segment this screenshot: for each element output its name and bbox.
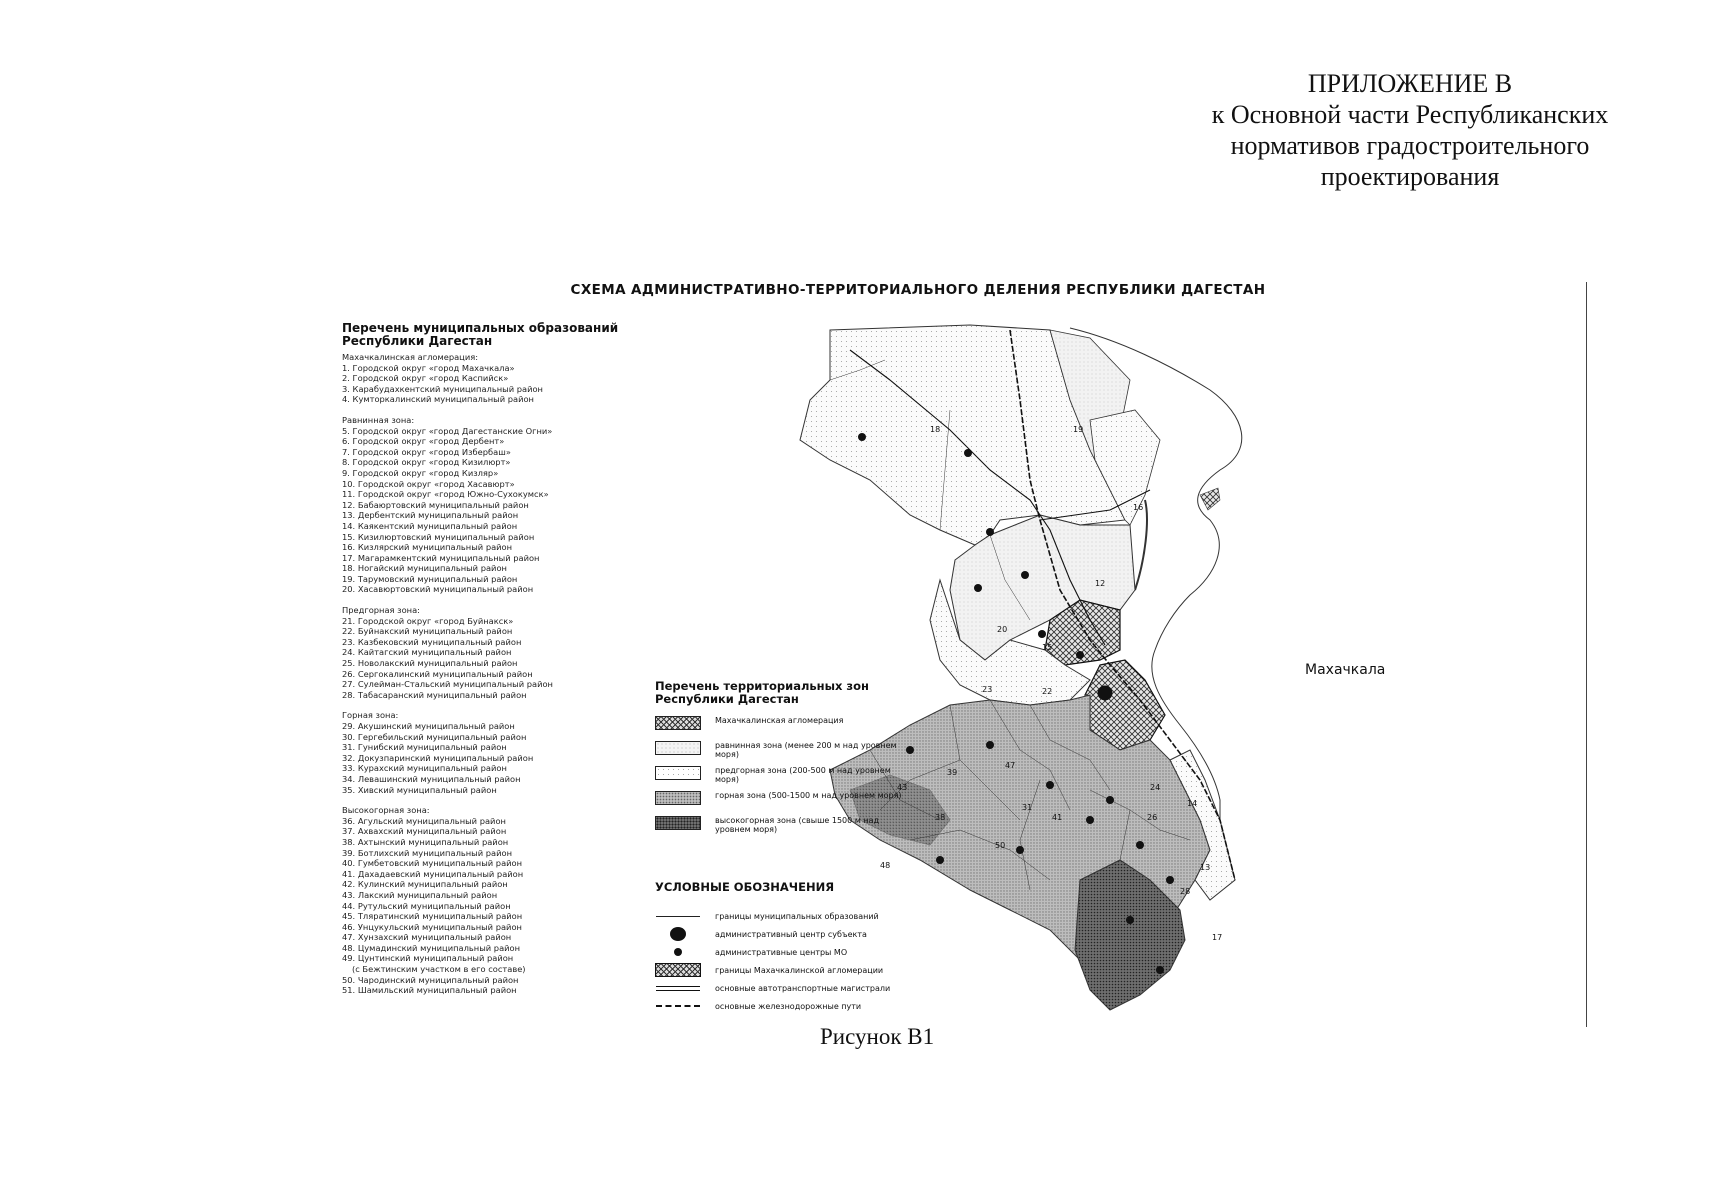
district-number: 43	[897, 783, 908, 792]
municipal-item: 40. Гумбетовский муниципальный район	[342, 858, 523, 869]
legend-row	[655, 980, 915, 996]
municipal-item: 38. Ахтынский муниципальный район	[342, 836, 509, 847]
legend-label: границы муниципальных образований	[715, 911, 879, 921]
municipal-item: 36. Агульский муниципальный район	[342, 815, 506, 826]
district-number: 17	[1212, 933, 1223, 942]
center-marker	[1038, 630, 1046, 638]
district-number: 24	[1150, 783, 1161, 792]
zone-swatch	[655, 816, 701, 830]
district-number: 39	[947, 768, 958, 777]
center-marker	[1021, 571, 1029, 579]
center-marker	[906, 746, 914, 754]
zone-label: Махачкалинская агломерация	[715, 716, 844, 725]
municipal-item: 14. Каякентский муниципальный район	[342, 520, 518, 531]
municipal-item: 3. Карабудахкентский муниципальный район	[342, 383, 543, 394]
municipal-item: 18. Ногайский муниципальный район	[342, 563, 507, 574]
municipal-item: 47. Хунзахский муниципальный район	[342, 932, 512, 943]
municipal-item: 17. Магарамкентский муниципальный район	[342, 552, 540, 563]
legend-label: административный центр субъекта	[715, 929, 867, 939]
municipal-group-name: Горная зона:	[342, 710, 399, 721]
municipal-item: 25. Новолакский муниципальный район	[342, 658, 518, 669]
municipal-item: 15. Кизилюртовский муниципальный район	[342, 531, 535, 542]
municipal-item: 44. Рутульский муниципальный район	[342, 900, 511, 911]
municipal-item: 33. Курахский муниципальный район	[342, 763, 507, 774]
district-number: 22	[1042, 687, 1053, 696]
makhachkala-label: Махачкала	[1305, 662, 1386, 678]
municipal-item: 20. Хасавюртовский муниципальный район	[342, 584, 534, 595]
municipal-item: 28. Табасаранский муниципальный район	[342, 689, 527, 700]
district-number: 14	[1187, 799, 1198, 808]
municipal-item: 12. Бабаюртовский муниципальный район	[342, 499, 529, 510]
municipal-item: 8. Городской округ «город Кизилюрт»	[342, 457, 511, 468]
municipal-item: 49. Цунтинский муниципальный район	[342, 953, 514, 964]
municipal-item: 37. Ахвахский муниципальный район	[342, 826, 507, 837]
municipal-item: 43. Лакский муниципальный район	[342, 889, 498, 900]
municipal-item: 7. Городской округ «город Избербаш»	[342, 446, 511, 457]
center-marker	[1136, 841, 1144, 849]
district-number: 50	[995, 841, 1006, 850]
municipal-item: 6. Городской округ «город Дербент»	[342, 436, 505, 447]
legend-label: основные автотранспортные магистрали	[715, 983, 891, 993]
municipal-group-name: Равнинная зона:	[342, 414, 415, 425]
municipal-item: 42. Кулинский муниципальный район	[342, 879, 508, 890]
center-marker	[1126, 916, 1134, 924]
map-title: СХЕМА АДМИНИСТРАТИВНО-ТЕРРИТОРИАЛЬНОГО ДЕЛЕНИЯ РЕСПУБЛИКИ ДАГЕСТАН	[570, 282, 1266, 298]
center-marker	[986, 741, 994, 749]
municipal-item: 13. Дербентский муниципальный район	[342, 510, 519, 521]
district-number: 19	[1073, 425, 1084, 434]
district-number: 26	[1147, 813, 1158, 822]
zone-label: равнинная зона (менее 200 м над уровнем моря)	[715, 741, 897, 759]
district-number: 47	[1005, 761, 1016, 770]
agrakhan-bay	[1200, 488, 1220, 510]
legend-label: границы Махачкалинской агломерации	[715, 965, 884, 975]
district-number: 18	[930, 425, 941, 434]
zone-row	[655, 741, 905, 766]
municipal-group	[342, 415, 642, 595]
small-dot-icon	[655, 945, 701, 959]
municipal-group	[342, 805, 642, 996]
zone-swatch	[655, 766, 701, 780]
municipal-item: 27. Сулейман-Стальский муниципальный район	[342, 679, 553, 690]
district-number: 13	[1200, 863, 1211, 872]
municipal-item: 29. Акушинский муниципальный район	[342, 721, 515, 731]
zone-row	[655, 766, 908, 792]
municipal-item: 45. Тляратинский муниципальный район	[342, 911, 523, 922]
header-line-1: ПРИЛОЖЕНИЕ В	[1307, 69, 1513, 98]
municipal-item: 23. Казбековский муниципальный район	[342, 636, 522, 647]
municipal-item: 21. Городской округ «город Буйнакск»	[342, 615, 514, 626]
municipal-item: 22. Буйнакский муниципальный район	[342, 626, 513, 637]
district-number: 48	[880, 861, 891, 870]
municipal-group-name: Предгорная зона:	[342, 605, 420, 616]
municipal-item: 50. Чародинский муниципальный район	[342, 974, 519, 985]
municipal-group-name: Махачкалинская агломерация:	[342, 352, 479, 362]
municipal-item: 51. Шамильский муниципальный район	[342, 985, 517, 996]
municipal-item: 41. Дахадаевский муниципальный район	[342, 868, 524, 879]
center-marker	[986, 528, 994, 536]
zone-row	[655, 816, 905, 841]
municipal-item: 19. Тарумовский муниципальный район	[342, 573, 518, 584]
center-marker	[936, 856, 944, 864]
zone-label: горная зона (500-1500 м над уровнем моря)	[715, 791, 902, 800]
municipal-item: 2. Городской округ «город Каспийск»	[342, 373, 509, 384]
zone-swatch	[655, 716, 701, 730]
municipal-list-title: Перечень муниципальных образований Республики Дагестан	[342, 321, 619, 348]
municipal-item: (с Бежтинским участком в его составе)	[352, 964, 526, 975]
cross-box-icon	[655, 963, 701, 977]
rail-line-icon	[655, 999, 701, 1013]
legend-label: административные центры МО	[715, 947, 848, 957]
municipal-item: 9. Городской округ «город Кизляр»	[342, 467, 499, 478]
zone-label: предгорная зона (200-500 м над уровнем моря)	[715, 766, 891, 784]
municipal-item: 48. Цумадинский муниципальный район	[342, 942, 521, 953]
district-number: 16	[1133, 503, 1144, 512]
zone-swatch	[655, 741, 701, 755]
municipal-item: 46. Унцукульский муниципальный район	[342, 921, 522, 932]
district-number: 28	[1180, 887, 1191, 896]
legend-row	[655, 908, 915, 924]
zones-title: Перечень территориальных зон Республики Дагестан	[655, 679, 869, 706]
figure-caption: Рисунок В1	[820, 1024, 935, 1049]
municipal-item: 35. Хивский муниципальный район	[342, 784, 497, 795]
municipal-item: 34. Левашинский муниципальный район	[342, 773, 521, 784]
municipal-item: 26. Сергокалинский муниципальный район	[342, 668, 533, 679]
zone-row	[655, 791, 905, 816]
zone-swatch	[655, 791, 701, 805]
district-number: 23	[982, 685, 993, 694]
header-line-4: проектирования	[1320, 162, 1500, 191]
municipal-item: 1. Городской округ «город Махачкала»	[342, 362, 515, 373]
legend-title: УСЛОВНЫЕ ОБОЗНАЧЕНИЯ	[655, 880, 835, 894]
municipal-groups	[342, 352, 642, 996]
district-number: 15	[1042, 643, 1053, 652]
legend-row	[655, 944, 915, 960]
center-marker	[1046, 781, 1054, 789]
frame-line	[1586, 282, 1587, 1027]
big-dot-icon	[655, 927, 701, 941]
legend-row	[655, 926, 915, 942]
legend-row	[655, 962, 915, 978]
district-number: 41	[1052, 813, 1063, 822]
agrakhan-spit	[1135, 500, 1147, 590]
center-marker	[964, 449, 972, 457]
zone-row	[655, 716, 905, 741]
municipal-item: 11. Городской округ «город Южно-Сухокумск»	[342, 489, 549, 500]
municipal-group	[342, 605, 642, 700]
municipal-item: 31. Гунибский муниципальный район	[342, 742, 507, 753]
district-number: 31	[1022, 803, 1033, 812]
district-number: 12	[1095, 579, 1106, 588]
capital-marker	[1098, 686, 1113, 701]
appendix-header	[1160, 68, 1660, 192]
zone-label: высокогорная зона (свыше 1500 м над уровнем моря)	[715, 816, 880, 834]
header-line-2: к Основной части Республиканских	[1211, 100, 1609, 129]
center-marker	[1086, 816, 1094, 824]
district-number: 38	[935, 813, 946, 822]
center-marker	[858, 433, 866, 441]
municipal-item: 16. Кизлярский муниципальный район	[342, 542, 513, 553]
municipal-group-name: Высокогорная зона:	[342, 805, 430, 816]
center-marker	[1156, 966, 1164, 974]
municipal-item: 24. Кайтагский муниципальный район	[342, 647, 512, 658]
municipal-group	[342, 710, 642, 795]
municipal-item: 5. Городской округ «город Дагестанские Огни»	[342, 425, 553, 436]
legend-row	[655, 998, 915, 1014]
header-line-3: нормативов градостроительного	[1230, 131, 1590, 160]
center-marker	[1016, 846, 1024, 854]
municipal-item: 30. Гергебильский муниципальный район	[342, 731, 527, 742]
center-marker	[1106, 796, 1114, 804]
municipal-list	[342, 322, 642, 1006]
municipal-item: 39. Ботлихский муниципальный район	[342, 847, 513, 858]
symbols-legend	[655, 880, 915, 1016]
municipal-item: 32. Докузпаринский муниципальный район	[342, 752, 534, 763]
center-marker	[1166, 876, 1174, 884]
center-marker	[974, 584, 982, 592]
municipal-item: 4. Кумторкалинский муниципальный район	[342, 394, 534, 405]
zones-legend	[655, 679, 908, 841]
center-marker	[1076, 651, 1084, 659]
double-line-icon	[655, 981, 701, 995]
legend-label: основные железнодорожные пути	[715, 1001, 862, 1011]
municipal-item: 10. Городской округ «город Хасавюрт»	[342, 478, 515, 489]
municipal-group	[342, 352, 642, 405]
district-number: 20	[997, 625, 1008, 634]
thin-line-icon	[655, 909, 701, 923]
